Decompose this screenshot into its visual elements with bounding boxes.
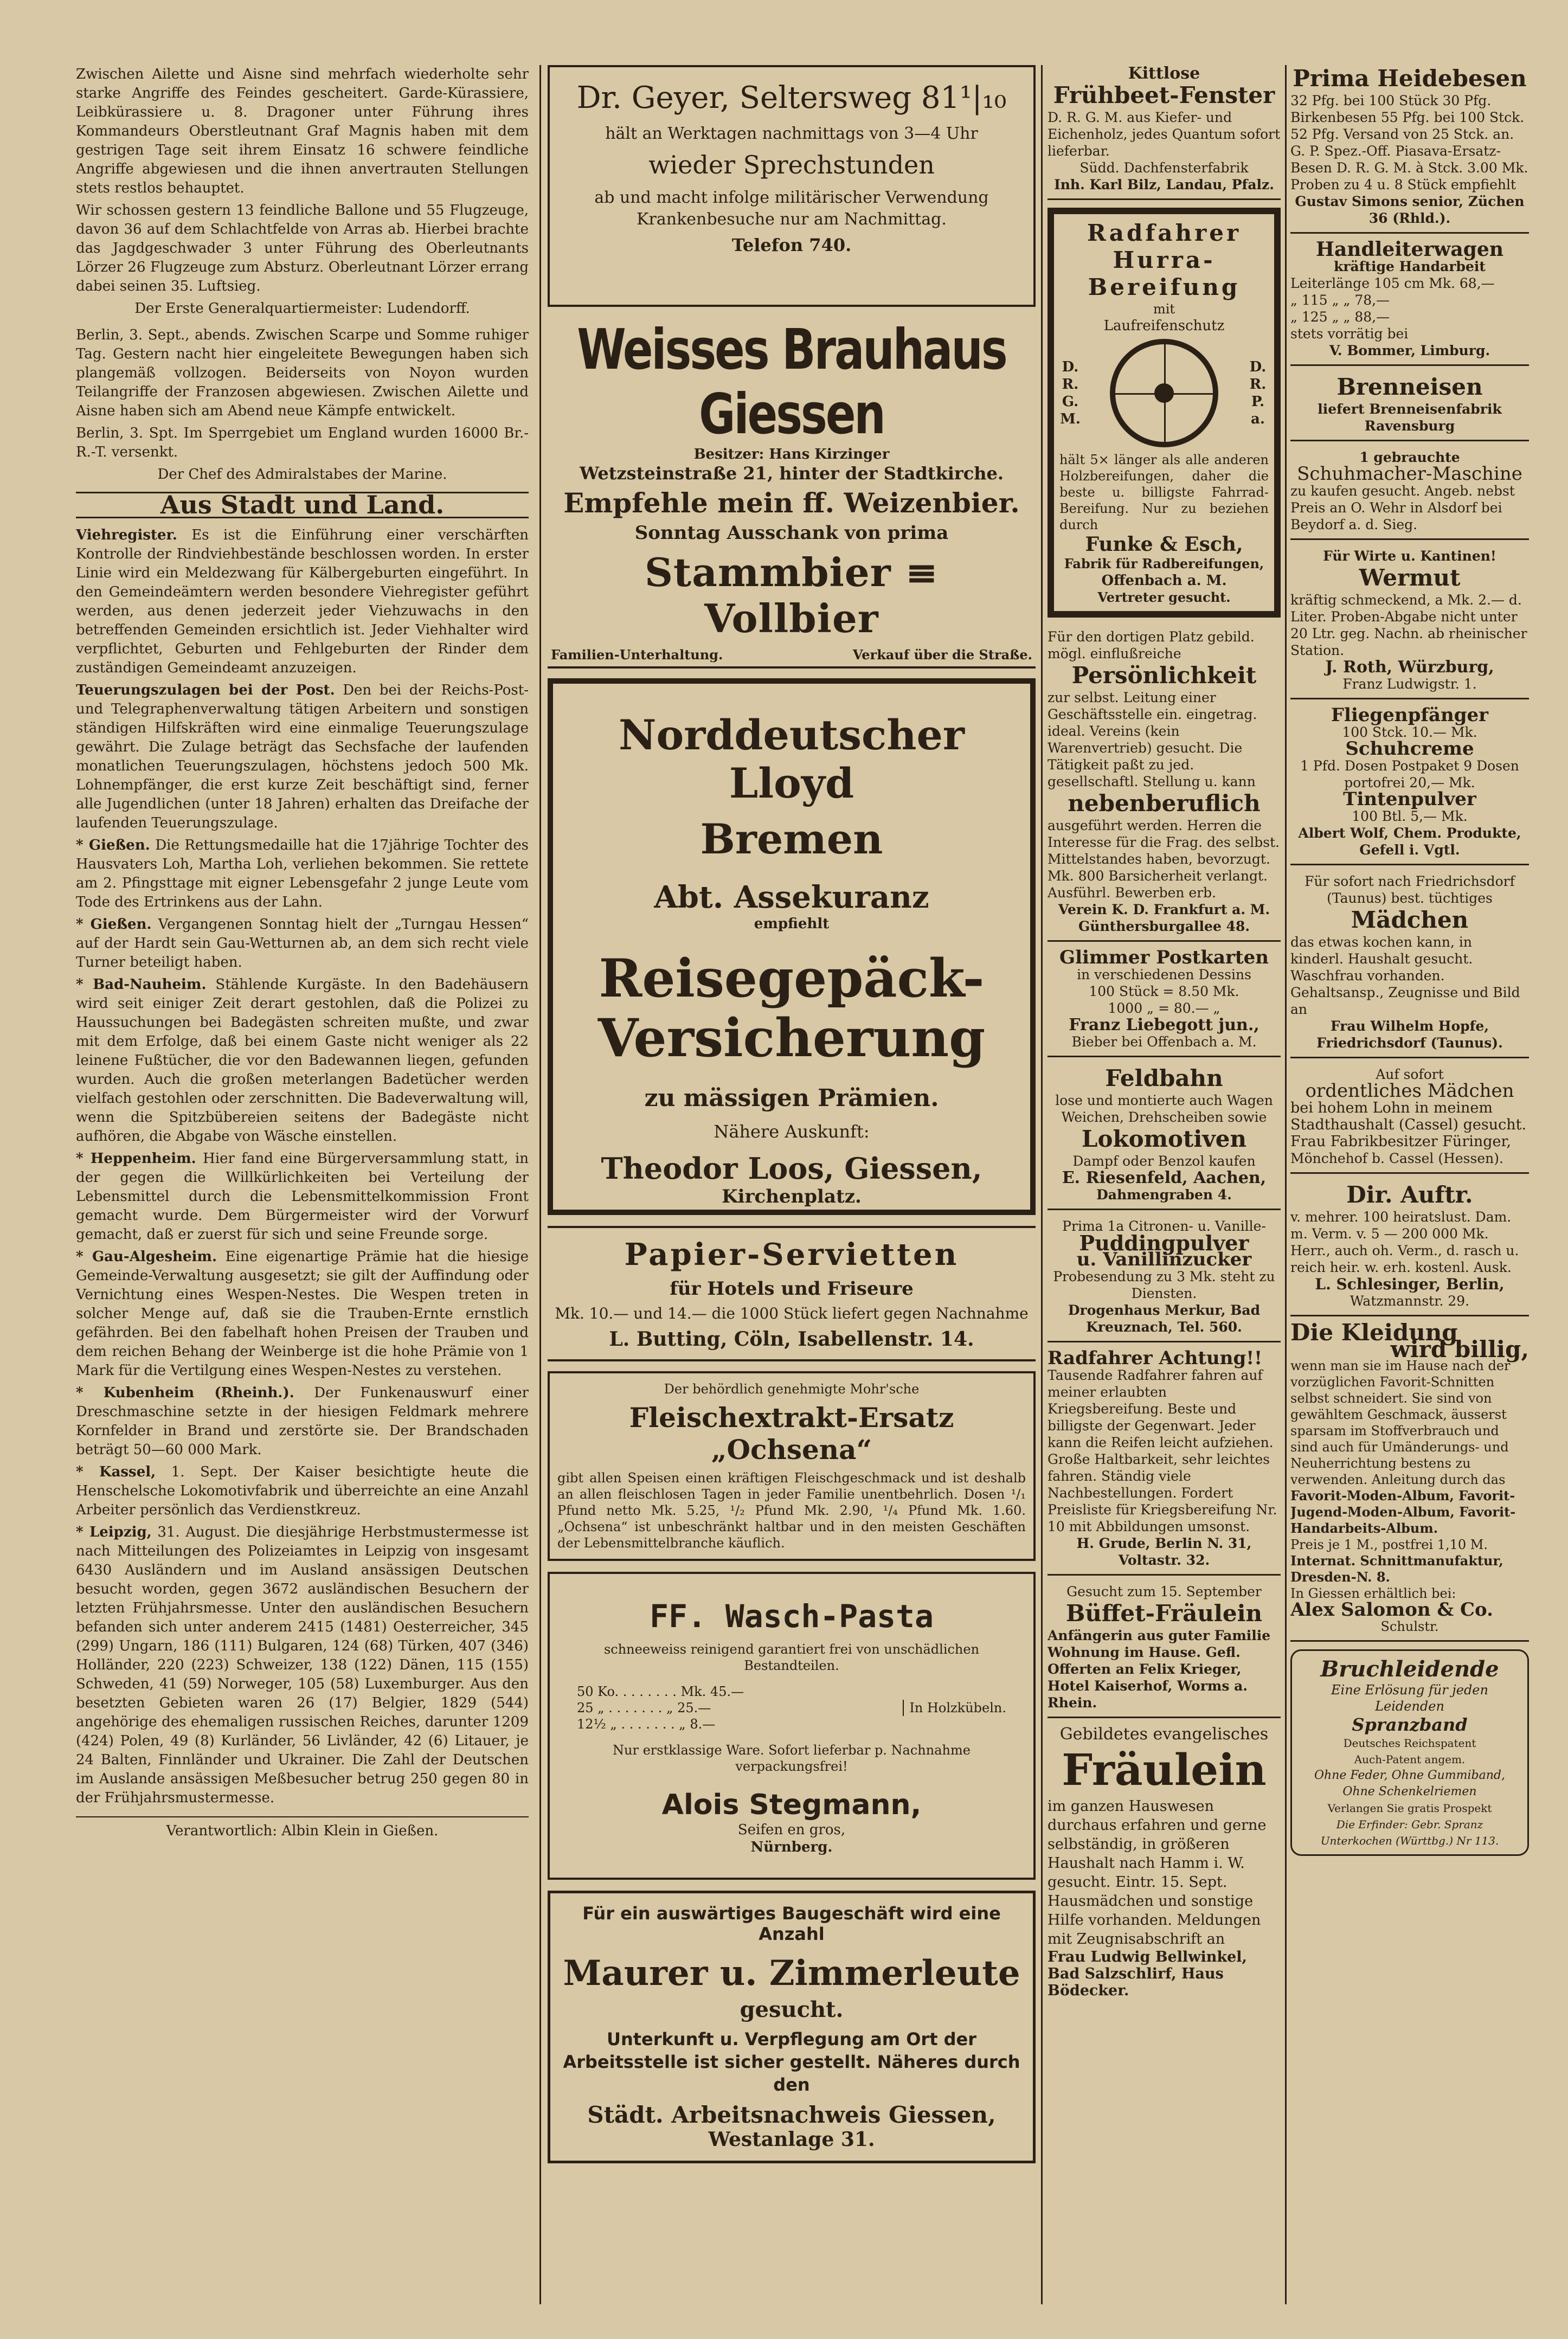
news-item — [76, 1463, 529, 1520]
item-lead: * Gießen. — [76, 837, 150, 853]
pudding-text: Probesendung zu 3 Mk. steht zu Diensten. — [1053, 1269, 1275, 1301]
feldbahn-t2: Lokomotiven — [1081, 1126, 1247, 1152]
rad-lauf: Laufreifenschutz — [1103, 318, 1225, 334]
schuh-text: zu kaufen gesucht. Angeb. nebst Preis an O. Wehr in Alsdorf bei Beydorf a. d. Sieg. — [1290, 483, 1515, 532]
servietten-sub: für Hotels und Friseure — [670, 1278, 914, 1300]
glimmer-sub: in verschiedenen Dessins — [1077, 967, 1251, 982]
kleid-text: wenn man sie im Hause nach der vorzüglichen Favorit-Schnitten selbst schneidert. Sie sind von gewähltem Geschmack, äusserst sparsam im Stoffverbrauch und sind auch für Umänderungs- und Neuherrichtung bestens zu verwenden. Anleitung durch das — [1290, 1358, 1511, 1487]
wasch-ad — [548, 1572, 1036, 1880]
radfahrer-t: Radfahrer Achtung!! — [1048, 1347, 1263, 1369]
leiter-firm: V. Bommer, Limburg. — [1329, 343, 1490, 358]
leiter-ad — [1290, 238, 1529, 366]
brenn-t: Brenneisen — [1336, 374, 1483, 400]
maedchen-intro: Für sofort nach Friedrichsdorf (Taunus) best. tüchtiges — [1304, 873, 1515, 906]
feldbahn-text: lose und montierte auch Wagen Weichen, Drehscheiben sowie — [1055, 1093, 1273, 1125]
ordent-text: bei hohem Lohn in meinem Stadthaushalt (Cassel) gesucht. — [1290, 1100, 1527, 1133]
maedchen-t: Mädchen — [1351, 907, 1469, 933]
news-item — [76, 526, 529, 678]
middle-column — [548, 65, 1036, 2306]
footer-responsible: Verantwortlich: Albin Klein in Gießen. — [76, 1816, 529, 1841]
ochsena-ad — [548, 1371, 1036, 1561]
wasch-row: 25 „ . . . . . . . „ 25.— — [577, 1700, 711, 1715]
wasch-sub: schneeweiss reinigend garantiert frei von unschädlichen Bestandteilen. — [603, 1642, 980, 1673]
geyer-line1: hält an Werktagen nachmittags von 3—4 Uhr — [605, 124, 978, 143]
news-item — [76, 1384, 529, 1460]
kleid-t2: wird billig, — [1390, 1336, 1529, 1363]
wermut-firm: J. Roth, Würzburg, — [1325, 658, 1494, 677]
heide-text: 32 Pfg. bei 100 Stück 30 Pfg. Birkenbesen 55 Pfg. bei 100 Stck. 52 Pfg. Versand von 25 Stck. an. G. P. Spez.-Off. Piasava-Ersatz-Besen D. R. G. M. à Stck. 3.00 Mk. Proben zu 4 u. 8 Stück empfiehlt — [1290, 93, 1528, 192]
left-column — [76, 65, 529, 2306]
sprenz-l6: Verlangen Sie gratis Prospekt — [1327, 1802, 1492, 1815]
pers-text: zur selbst. Leitung einer Geschäftsstelle ein. eingetrag. ideal. Vereins (kein Warenvertrieb) gesucht. Die Tätigkeit paßt zu jed. gesellschaftl. Stellung u. kann — [1048, 690, 1257, 789]
wasch-row: 50 Ko. . . . . . . . Mk. 45.— — [577, 1684, 744, 1699]
news-item — [76, 1523, 529, 1808]
diskr-firm: L. Schlesinger, Berlin, — [1315, 1275, 1505, 1293]
wheel-icon — [1110, 339, 1218, 447]
lloyd-big2: Versicherung — [597, 1007, 986, 1069]
leiter-l4: stets vorrätig bei — [1290, 326, 1409, 342]
wasch-side: In Holzkübeln. — [903, 1700, 1006, 1716]
sprenz-l8: Unterkochen (Württbg.) Nr 113. — [1320, 1834, 1499, 1847]
kleid-street: Schulstr. — [1380, 1619, 1439, 1634]
lloyd-title1: Norddeutscher Lloyd — [619, 711, 965, 807]
maurer-addr: Westanlage 31. — [708, 2128, 875, 2151]
sprenz-t: Bruchleidende — [1320, 1656, 1499, 1682]
brauhaus-owner: Besitzer: Hans Kirzinger — [693, 446, 890, 462]
buffet-intro: Gesucht zum 15. September — [1066, 1584, 1262, 1599]
wasch-price-list — [577, 1683, 744, 1732]
maurer-sub: gesucht. — [740, 1997, 844, 2022]
item-text: Den bei der Reichs-Post- und Telegraphenverwaltung tätigen Arbeitern und sonstigen ständigen Hilfskräften wird eine einmalige Teuerungszulage gewährt. Die Zulage beträgt das Sechsfache der laufenden monatlichen Teuerungszulagen, höchstens jedoch 500 Mk. Lohnempfänger, die erst kurze Zeit beschäftigt sind, ferner alle Jugendlichen (unter 18 Jahren) erhalten das Dreifache der laufenden Teuerungszulage. — [76, 682, 529, 831]
geyer-phone: Telefon 740. — [731, 235, 852, 255]
pers-t2: nebenberuflich — [1068, 790, 1261, 817]
beer-vollbier: Vollbier — [704, 595, 879, 641]
kitt-text: D. R. G. M. aus Kiefer- und Eichenholz, jedes Quantum sofort lieferbar. — [1048, 110, 1281, 159]
diskr-t: Dir. Auftr. — [1346, 1181, 1473, 1208]
geyer-line3: ab und macht infolge militärischer Verwendung Krankenbesuche nur am Nachmittag. — [594, 188, 989, 229]
item-lead: Teuerungszulagen bei der Post. — [76, 682, 335, 698]
wermut-intro: Für Wirte u. Kantinen! — [1323, 548, 1496, 564]
glimmer-city: Bieber bei Offenbach a. M. — [1071, 1034, 1257, 1050]
maurer-office: Städt. Arbeitsnachweis Giessen, — [587, 2102, 996, 2128]
wasch-prices — [577, 1683, 1006, 1732]
signature-admiral: Der Chef des Admiralstabes der Marine. — [157, 466, 447, 483]
news-item — [76, 1248, 529, 1380]
wermut-addr: Franz Ludwigstr. 1. — [1342, 676, 1477, 692]
schuh-intro: 1 gebrauchte — [1359, 449, 1460, 465]
rad-firm2: Fabrik für Radbereifungen, — [1064, 556, 1264, 571]
fliegen-ad — [1290, 704, 1529, 865]
feldbahn-firm: E. Riesenfeld, Aachen, — [1062, 1168, 1267, 1187]
buffet-t: Büffet-Fräulein — [1065, 1600, 1263, 1627]
kleid-firm: Internat. Schnittmanufaktur, Dresden-N. 8. — [1290, 1553, 1503, 1585]
ordent-addr: Mönchehof b. Cassel (Hessen). — [1290, 1151, 1503, 1166]
kitt-addr: Inh. Karl Bilz, Landau, Pfalz. — [1054, 177, 1274, 192]
wasch-title: FF. Wasch-Pasta — [650, 1598, 934, 1635]
item-lead: * Gießen. — [76, 916, 152, 933]
ochsena-intro: Der behördlich genehmigte Mohr'sche — [664, 1381, 920, 1397]
radfahrer-text: Tausende Radfahrer fahren auf meiner erlaubten Kriegsbereifung. Beste und billigste der Gegenwart. Jeder kann die Reifen leicht aufziehen. Große Haltbarkeit, sehr leichtes fahren. Ständig viele Nachbestellungen. Fordert Preisliste für Kriegsbereifung Nr. 10 mit Abbildungen umsonst. — [1048, 1367, 1277, 1534]
fraeulein-text: im ganzen Hauswesen durchaus erfahren und gerne selbständig, in größeren Haushalt nach Hamm i. W. gesucht. Eintr. 15. Sept. Hausmädchen und sonstige Hilfe vorhanden. Meldungen mit Zeugnisabschrift an — [1048, 1798, 1267, 1948]
item-lead: * Heppenheim. — [76, 1151, 196, 1167]
brauhaus-address: Wetzsteinstraße 21, hinter der Stadtkirche. — [579, 463, 1004, 484]
geyer-line2: wieder Sprechstunden — [648, 150, 935, 179]
ordent-firm: Frau Fabrikbesitzer Füringer, — [1290, 1133, 1512, 1150]
radfahrer-firm: H. Grude, Berlin N. 31, Voltastr. 32. — [1076, 1535, 1252, 1568]
item-lead: * Bad-Nauheim. — [76, 976, 207, 993]
kleid-ad — [1290, 1319, 1529, 1642]
schuh-t: Schuhmacher-Maschine — [1297, 463, 1522, 485]
leiter-l1: Leiterlänge 105 cm Mk. 68,— — [1290, 275, 1495, 291]
pers-firm: Verein K. D. Frankfurt a. M. Günthersburgallee 48. — [1058, 902, 1270, 934]
item-lead: * Kubenheim (Rheinh.). — [76, 1385, 294, 1401]
wermut-ad — [1290, 548, 1529, 699]
rad-vert: Vertreter gesucht. — [1097, 589, 1231, 605]
radfahrer-ad — [1048, 1347, 1281, 1576]
rad-right: D. R. P. a. — [1249, 359, 1267, 427]
item-text: Eine eigenartige Prämie hat die hiesige Gemeinde-Verwaltung ausgesetzt; sie gilt der Auffindung oder Vernichtung eines Wespen-Nestes. Die Wespen treten in solcher Menge auf, daß sie die Trauben-Ernte ernstlich gefährden. Bei den fabelhaft hohen Preisen der Trauben und dem reichen Behang der Weinberge ist die hohe Prämie von 1 Mark für die Vertilgung eines Wespen-Nestes zu verstehen. — [76, 1249, 529, 1379]
leiter-l3: „ 125 „ „ 88,— — [1290, 309, 1390, 325]
kleid-shop: Alex Salomon & Co. — [1290, 1599, 1493, 1621]
right-column-2 — [1290, 65, 1529, 2306]
item-text: 1. Sept. Der Kaiser besichtigte heute die Henschelsche Lokomotivfabrik und überreichte an eine Anzahl Arbeiter persönlich das Verdienstkreuz. — [76, 1464, 529, 1518]
lloyd-dept: Abt. Assekuranz — [654, 879, 929, 915]
fliegen-t3: Tintenpulver — [1343, 788, 1476, 810]
kleid-local: In Giessen erhältlich bei: — [1290, 1586, 1456, 1601]
sprenz-l7: Die Erfinder: Gebr. Spranz — [1336, 1818, 1483, 1831]
column-rule — [539, 65, 541, 2304]
brauhaus-notes — [551, 647, 1032, 663]
feldbahn-ad — [1048, 1065, 1281, 1210]
kitt-firm: Südd. Dachfensterfabrik — [1079, 160, 1249, 176]
pudding-intro: Prima 1a Citronen- u. Vanille- — [1062, 1218, 1266, 1234]
item-lead: Viehregister. — [76, 527, 177, 543]
maurer-ad — [548, 1891, 1036, 2163]
maedchen-text: das etwas kochen kann, in kinderl. Haushalt gesucht. Waschfrau vorhanden. Gehaltsansp., Zeugnisse und Bild an — [1290, 934, 1520, 1017]
brauhaus-right-note: Verkauf über die Straße. — [852, 647, 1032, 663]
ordent-t: ordentliches Mädchen — [1305, 1080, 1514, 1102]
pudding-firm: Drogenhaus Merkur, Bad Kreuznach, Tel. 560. — [1068, 1302, 1261, 1335]
wasch-row: 12½ „ . . . . . . . „ 8.— — [577, 1717, 716, 1732]
feldbahn-t: Feldbahn — [1105, 1065, 1223, 1091]
rad-left: D. R. G. M. — [1060, 359, 1081, 427]
leiter-t: Handleiterwagen — [1315, 238, 1503, 261]
item-text: Hier fand eine Bürgerversammlung statt, in der gegen die Willkürlichkeiten bei Verteilung der Lebensmittel durch die Lebensmittelkommission Front gemacht wurde. Dem Bürgermeister wird der Vorwurf gemacht, daß er zuerst für sich und seine Freunde sorge. — [76, 1151, 529, 1243]
rad-t3: Bereifung — [1088, 274, 1241, 300]
brenn-ad — [1290, 374, 1529, 441]
geyer-title: Dr. Geyer, Seltersweg 81¹|₁₀ — [576, 80, 1007, 115]
item-lead: * Kassel, — [76, 1464, 156, 1480]
news-item — [76, 915, 529, 972]
heide-t: Prima Heidebesen — [1293, 65, 1527, 92]
ochsena-text: gibt allen Speisen einen kräftigen Fleischgeschmack und ist deshalb an allen fleischlosen Tagen in jeder Familie unentbehrlich. Dosen ¹/₁ Pfund netto Mk. 5.25, ¹/₂ Pfund Mk. 2.90, ¹/₄ Pfund Mk. 1.60. „Ochsena“ ist unbeschränkt haltbar und in den meisten Geschäften der Lebensmittelbranche käuflich. — [557, 1470, 1026, 1551]
maurer-intro: Für ein auswärtiges Baugeschäft wird eine Anzahl — [582, 1903, 1001, 1944]
item-text: Der Funkenauswurf einer Dreschmaschine setzte in der hiesigen Feldmark mehrere Kornfelder in Brand und zerstörte sie. Der Brandschaden beträgt 50—60 000 Mark. — [76, 1385, 529, 1458]
signature-ludendorff: Der Erste Generalquartiermeister: Ludendorff. — [134, 300, 470, 317]
brenn-text: liefert Brenneisenfabrik Ravensburg — [1318, 401, 1502, 434]
maedchen-ad — [1290, 873, 1529, 1058]
right-column-1 — [1048, 65, 1281, 2306]
rad-city: Offenbach a. M. — [1101, 573, 1227, 589]
war-report-2: Wir schossen gestern 13 feindliche Ballone und 55 Flugzeuge, davon 36 auf dem Schlachtfelde von Arras ab. Hierbei brachte das Jagdgeschwader 3 unter Führung des Oberleutnants Lörzer 26 Flugzeuge zum Absturz. Oberleutnant Lörzer errang dabei seinen 35. Luftsieg. — [76, 202, 529, 294]
lloyd-big1: Reisegepäck- — [599, 948, 985, 1009]
rad-firm: Funke & Esch, — [1085, 533, 1243, 556]
wasch-firm: Alois Stegmann, — [661, 1789, 922, 1821]
item-text: Es ist die Einführung einer verschärften Kontrolle der Rindviehbestände beschlossen worden. In erster Linie wird ein Meldezwang für Kälbergeburten eingeführt. In den Gemeindeämtern werden besondere Viehregister geführt werden, aus denen jederzeit jeder Viehzuwachs in den betreffenden Gemeinden ersichtlich ist. Jeder Viehhalter wird verpflichtet, Geburten und Fehlgeburten der Rinder dem zuständigen Gemeindeamt anzuzeigen. — [76, 527, 529, 676]
fraeulein-firm: Frau Ludwig Bellwinkel, Bad Salzschlirf, Haus Bödecker. — [1048, 1949, 1247, 1999]
lloyd-agent: Theodor Loos, Giessen, — [601, 1151, 982, 1186]
item-text: 31. August. Die diesjährige Herbstmustermesse ist nach Mitteilungen des Polizeiamtes in Leipzig von insgesamt 6430 Ausländern und im Ausland ansässigen Deutschen besucht worden, gegen 3672 ausländischen Besuchern der letzten Frühjahrsmesse. Unter den ausländischen Besuchern befanden sich unter anderem 2415 (1481) Oesterreicher, 345 (299) Ungarn, 186 (111) Bulgaren, 124 (68) Türken, 407 (346) Holländer, 220 (223) Schweizer, 138 (122) Dänen, 115 (155) Schweden, 41 (59) Norweger, 105 (58) Luxemburger. Aus den besetzten Gebieten waren 26 (17) Belgier, 1829 (544) angehörige des ehemaligen russischen Reiches, darunter 1209 (424) Polen, 49 (8) Kurländer, 56 Livländer, 42 (6) Litauer, je 24 Balten, Finnländer und Ukrainer. Die Zahl der Deutschen im Auslande ansässigen Meßbesucher betrug 250 gegen 80 in der Frühjahrsmustermesse. — [76, 1524, 529, 1806]
servietten-title: Papier-Servietten — [624, 1237, 959, 1273]
pers-intro: Für den dortigen Platz gebild. mögl. einflußreiche — [1048, 629, 1255, 661]
kitt-ad — [1048, 65, 1281, 200]
rad-text: hält 5× länger als alle anderen Holzbereifungen, daher die beste u. billigste Fahrrad-Bereifung. Nur zu beziehen durch — [1059, 452, 1269, 532]
kleid-t1: Die Kleidung — [1290, 1319, 1458, 1346]
war-report-3: Berlin, 3. Sept., abends. Zwischen Scarpe und Somme ruhiger Tag. Gestern nacht hier eingeleitete Bewegungen haben sich plangemäß vollzogen. Beiderseits von Noyon wurden Teilangriffe der Franzosen abgewiesen. Zwischen Ailette und Aisne haben sich am Abend neue Kämpfe entwickelt. — [76, 327, 529, 419]
glimmer-p2: 1000 „ = 80.— „ — [1108, 1000, 1220, 1016]
wasch-firm2: Seifen en gros, — [737, 1822, 846, 1838]
item-text: Stählende Kurgäste. In den Badehäusern wird seit einiger Zeit derart gestohlen, daß die Polizei zu Haussuchungen bei Badegästen schreiten mußte, und zwar mit dem Erfolge, daß bei einem Gaste nicht weniger als 22 leinene Fußtücher, die vor den Badewannen liegen, gefunden wurden. Auch die großen meterlangen Badetücher werden vielfach gestohlen oder zerschnitten. Die Badeverwaltung will, wenn die Spitzbübereien seitens der Badegäste nicht aufhören, die Abgabe von Wäsche einstellen. — [76, 976, 529, 1145]
sprenz-ad — [1290, 1649, 1529, 1856]
pers-t: Persönlichkeit — [1071, 662, 1257, 689]
brauhaus-line1: Empfehle mein ff. Weizenbier. — [563, 487, 1020, 519]
column-rule — [1285, 65, 1287, 2304]
war-report-4: Berlin, 3. Spt. Im Sperrgebiet um England wurden 16000 Br.-R.-T. versenkt. — [76, 425, 529, 460]
wasch-note: Nur erstklassige Ware. Sofort lieferbar p. Nachnahme verpackungsfrei! — [613, 1743, 971, 1774]
war-report-1: Zwischen Ailette und Aisne sind mehrfach wiederholte sehr starke Angriffe des Feindes gescheitert. Garde-Kürassiere, Leibkürassiere u. 8. Dragoner unter Führung ihres Kommandeurs Oberstleutnant Graf Magnis haben mit dem gestrigen Tage seit ihrem Einsatz 16 schwere feindliche Angriffe abgewiesen und die ihnen anvertrauten Stellungen stets restlos behauptet. — [76, 66, 529, 196]
leiter-l2: „ 115 „ „ 78,— — [1290, 292, 1390, 308]
news-item — [76, 681, 529, 833]
brauhaus-beers: Stammbier ≡ Vollbier — [644, 549, 939, 641]
maedchen-firm: Frau Wilhelm Hopfe, Friedrichsdorf (Taunus). — [1316, 1018, 1503, 1051]
ochsena-title: Fleischextrakt-Ersatz „Ochsena“ — [629, 1402, 954, 1466]
heide-firm: Gustav Simons senior, Züchen 36 (Rhld.). — [1295, 194, 1525, 226]
brauhaus-left-note: Familien-Unterhaltung. — [551, 647, 723, 663]
sprenz-l3: Deutsches Reichspatent — [1343, 1737, 1476, 1750]
fliegen-t2: Schuhcreme — [1345, 738, 1474, 760]
kitt-t2: Frühbeet-Fenster — [1053, 82, 1275, 108]
item-lead: * Leipzig, — [76, 1524, 152, 1540]
glimmer-firm: Franz Liebegott jun., — [1069, 1016, 1259, 1034]
rad-ad — [1048, 208, 1281, 618]
wermut-t: Wermut — [1359, 564, 1461, 591]
diskr-text: v. mehrer. 100 heiratslust. Dam. m. Verm. v. 5 — 200 000 Mk. Herr., auch oh. Verm., d. rasch u. reich heir. w. erh. kostenl. Ausk. — [1290, 1209, 1519, 1275]
glimmer-p1: 100 Stück = 8.50 Mk. — [1089, 984, 1239, 999]
fliegen-p2: 1 Pfd. Dosen Postpaket 9 Dosen portofrei 20,— Mk. — [1300, 758, 1519, 791]
leiter-sub: kräftige Handarbeit — [1334, 259, 1486, 274]
maurer-line: Unterkunft u. Verpflegung am Ort der Arbeitsstelle ist sicher gestellt. Näheres durch den — [563, 2029, 1020, 2095]
pers-ad — [1048, 628, 1281, 942]
wermut-text: kräftig schmeckend, a Mk. 2.— d. Liter. Proben-Abgabe nicht unter 20 Ltr. geg. Nachn. ab rheinischer Station. — [1290, 592, 1527, 658]
buffet-text: Anfängerin aus guter Familie Wohnung im Hause. Gefl. Offerten an Felix Krieger, Hotel Kaiserhof, Worms a. Rhein. — [1048, 1628, 1271, 1711]
heide-ad — [1290, 65, 1529, 234]
news-item — [76, 836, 529, 912]
fraeulein-intro: Gebildetes evangelisches — [1059, 1725, 1269, 1744]
fliegen-t: Fliegenpfänger — [1331, 704, 1489, 726]
wasch-city: Nürnberg. — [750, 1839, 833, 1855]
servietten-firm: L. Butting, Cöln, Isabellenstr. 14. — [609, 1328, 974, 1351]
ordent-ad — [1290, 1066, 1529, 1174]
lloyd-ad — [548, 678, 1036, 1215]
fraeulein-t: Fräulein — [1062, 1744, 1267, 1795]
fraeulein-ad — [1048, 1726, 1281, 2004]
news-item — [76, 1149, 529, 1244]
pudding-t2: u. Vanillinzucker — [1076, 1249, 1252, 1270]
kitt-t1: Kittlose — [1128, 65, 1200, 83]
maurer-title: Maurer u. Zimmerleute — [563, 1953, 1020, 1994]
pudding-ad — [1048, 1218, 1281, 1342]
lloyd-place: Kirchenplatz. — [722, 1186, 862, 1207]
servietten-line: Mk. 10.— und 14.— die 1000 Stück liefert gegen Nachnahme — [555, 1305, 1029, 1322]
item-text: Vergangenen Sonntag hielt der „Turngau Hessen“ auf der Hardt sein Gau-Wetturnen ab, an dem sich recht viele Turner beteiligt haben. — [76, 916, 529, 971]
lloyd-title2: Bremen — [700, 815, 883, 863]
sprenz-l4: Auch-Patent angem. — [1354, 1753, 1466, 1766]
servietten-ad — [548, 1226, 1036, 1361]
pers-text2: ausgeführt werden. Herren die Interesse für die Frag. des selbst. Mittelstandes haben, bevorzugt. Mk. 800 Barsicherheit verlangt. Ausführl. Bewerben erb. — [1048, 818, 1280, 901]
sprenz-l5: Ohne Feder, Ohne Gummiband, Ohne Schenkelriemen — [1314, 1769, 1505, 1798]
sprenz-l2: Spranzband — [1352, 1714, 1468, 1735]
brauhaus-line2: Sonntag Ausschank von prima — [634, 522, 949, 544]
item-text: Die Rettungsmedaille hat die 17jährige Tochter des Hausvaters Loh, Martha Loh, verliehen bekommen. Sie rettete am 2. Pfingsttage mit eigner Lebensgefahr 2 junge Leute vom Tode des Ertrinkens aus der Lahn. — [76, 837, 529, 910]
glimmer-t: Glimmer Postkarten — [1059, 947, 1269, 968]
pudding-t: Puddingpulver — [1079, 1231, 1249, 1255]
sprenz-l1: Eine Erlösung für jeden Leidenden — [1331, 1682, 1488, 1714]
diskr-ad — [1290, 1181, 1529, 1316]
rad-t2: Hurra- — [1113, 247, 1216, 273]
brauhaus-ad — [548, 318, 1036, 669]
column-rule — [1041, 65, 1043, 2304]
schuh-ad — [1290, 449, 1529, 540]
feldbahn-text2: Dampf oder Benzol kaufen — [1072, 1153, 1256, 1169]
kleid-price: Preis je 1 M., postfrei 1,10 M. — [1290, 1537, 1488, 1552]
rad-t1: Radfahrer — [1087, 220, 1242, 246]
rad-mit: mit — [1153, 301, 1175, 317]
fliegen-firm: Albert Wolf, Chem. Produkte, Gefell i. Vgtl. — [1298, 825, 1521, 858]
kleid-list: Favorit-Moden-Album, Favorit-Jugend-Moden-Album, Favorit-Handarbeits-Album. — [1290, 1488, 1516, 1536]
diskr-addr: Watzmannstr. 29. — [1349, 1293, 1470, 1309]
geyer-ad — [548, 65, 1036, 307]
news-item — [76, 975, 529, 1146]
glimmer-ad — [1048, 949, 1281, 1057]
fliegen-p1: 100 Stck. 10.— Mk. — [1342, 724, 1477, 740]
lloyd-rec: empfiehlt — [754, 916, 830, 932]
buffet-ad — [1048, 1583, 1281, 1718]
feldbahn-addr: Dahmengraben 4. — [1096, 1187, 1232, 1203]
beer-stammbier: Stammbier — [644, 549, 891, 595]
fliegen-p3: 100 Btl. 5,— Mk. — [1352, 808, 1468, 824]
lloyd-info: Nähere Auskunft: — [714, 1121, 870, 1142]
lloyd-line: zu mässigen Prämien. — [644, 1084, 939, 1112]
ordent-intro: Auf sofort — [1376, 1066, 1444, 1082]
brauhaus-title: Weisses Brauhaus Giessen — [577, 318, 1006, 447]
rad-wheel-row — [1059, 335, 1269, 452]
section-title: Aus Stadt und Land. — [76, 492, 529, 518]
item-lead: * Gau-Algesheim. — [76, 1249, 217, 1265]
